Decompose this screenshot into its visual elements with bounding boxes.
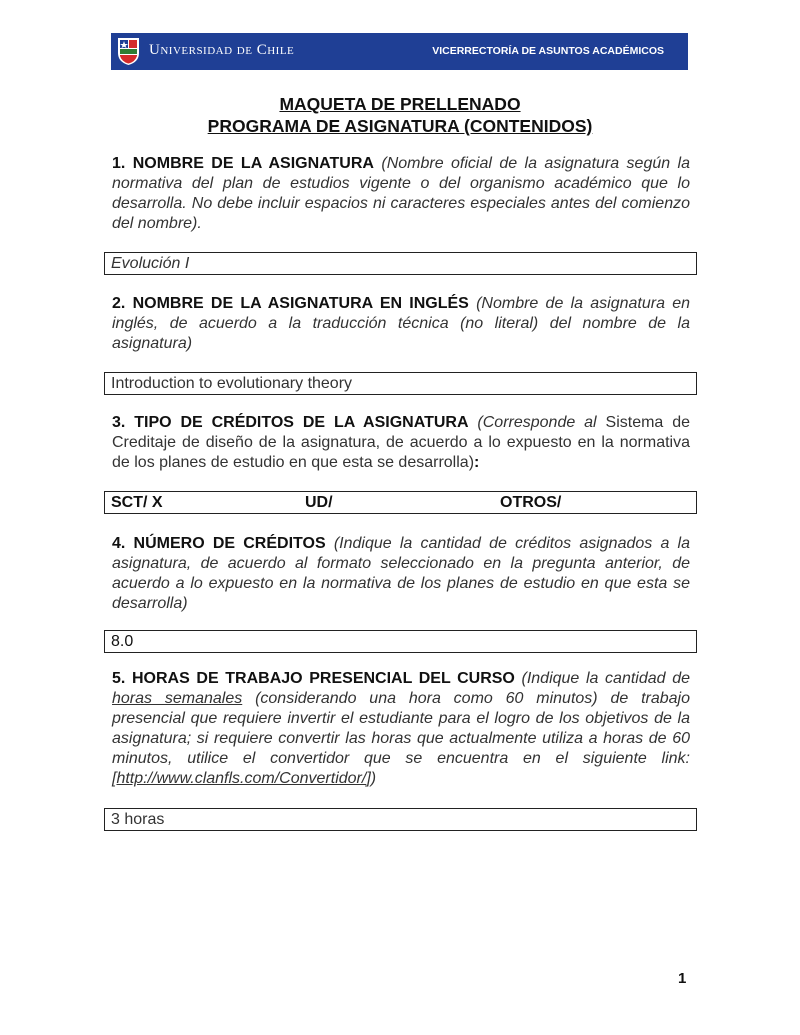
university-name: Universidad de Chile	[149, 42, 295, 58]
section-1-heading: 1. NOMBRE DE LA ASIGNATURA	[112, 155, 374, 172]
section-5-instruction-underlined: horas semanales	[112, 690, 243, 707]
section-5-text	[112, 669, 690, 789]
credits-number-field[interactable]: 8.0	[104, 630, 697, 653]
section-5-instruction-a: (Indique la cantidad de	[521, 670, 690, 687]
section-2-text	[112, 294, 690, 354]
section-1-instruction: (Nombre oficial de la asignatura según la normativa del plan de estudios vigente o del organismo académico que lo desarrolla. No debe incluir espacios ni caracteres especiales antes del comienzo del nombre).	[112, 155, 691, 232]
section-3-instruction-b: Sistema de Creditaje de diseño de la asignatura, de acuerdo a lo expuesto en la normativa de los planes de estudio en que esta se desarrolla)	[112, 414, 691, 471]
section-3-colon: :	[474, 454, 480, 471]
section-2-heading: 2. NOMBRE DE LA ASIGNATURA EN INGLÉS	[112, 295, 469, 312]
section-4-text	[112, 534, 690, 614]
university-crest-icon	[116, 36, 141, 66]
converter-link[interactable]: http://www.clanfls.com/Convertidor/	[116, 770, 367, 787]
credit-option-sct[interactable]: SCT/ X	[111, 494, 163, 511]
section-3-heading: 3. TIPO DE CRÉDITOS DE LA ASIGNATURA	[112, 414, 469, 431]
section-4-heading: 4. NÚMERO DE CRÉDITOS	[112, 535, 326, 552]
section-2-instruction: (Nombre de la asignatura en inglés, de acuerdo a la traducción técnica (no literal) del nombre de la asignatura)	[112, 295, 690, 352]
course-name-field[interactable]: Evolución I	[104, 252, 697, 275]
credit-option-ud[interactable]: UD/	[305, 494, 333, 511]
credit-type-field[interactable]	[104, 491, 697, 514]
header-banner	[111, 33, 688, 70]
page-number: 1	[678, 970, 687, 987]
section-5-instruction-c: ])	[366, 770, 377, 787]
vicerrectoria-name: VICERRECTORÍA DE ASUNTOS ACADÉMICOS	[432, 45, 664, 57]
document-title-line1: MAQUETA DE PRELLENADO	[279, 94, 521, 114]
section-5-heading: 5. HORAS DE TRABAJO PRESENCIAL DEL CURSO	[112, 670, 515, 687]
section-4-instruction: (Indique la cantidad de créditos asignados a la asignatura, de acuerdo al formato seleccionado en la pregunta anterior, de acuerdo a lo expuesto en la normativa de los planes de estudio en que esta se desarrolla)	[112, 535, 690, 612]
section-3-text	[112, 413, 690, 473]
section-1-text	[112, 154, 690, 234]
section-5-instruction-b: (considerando una hora como 60 minutos) de trabajo presencial que requiere invertir el estudiante para el logro de los objetivos de la asignatura; si requiere convertir las horas que actualmente utiliza a horas de 60 minutos, utilice el convertidor que se encuentra en el siguiente link: [	[112, 690, 691, 787]
credit-option-otros[interactable]: OTROS/	[500, 494, 562, 511]
hours-field[interactable]: 3 horas	[104, 808, 697, 831]
english-name-field[interactable]: Introduction to evolutionary theory	[104, 372, 697, 395]
section-3-instruction-a: (Corresponde al	[477, 414, 597, 431]
document-title-line2: PROGRAMA DE ASIGNATURA (CONTENIDOS)	[207, 116, 593, 136]
